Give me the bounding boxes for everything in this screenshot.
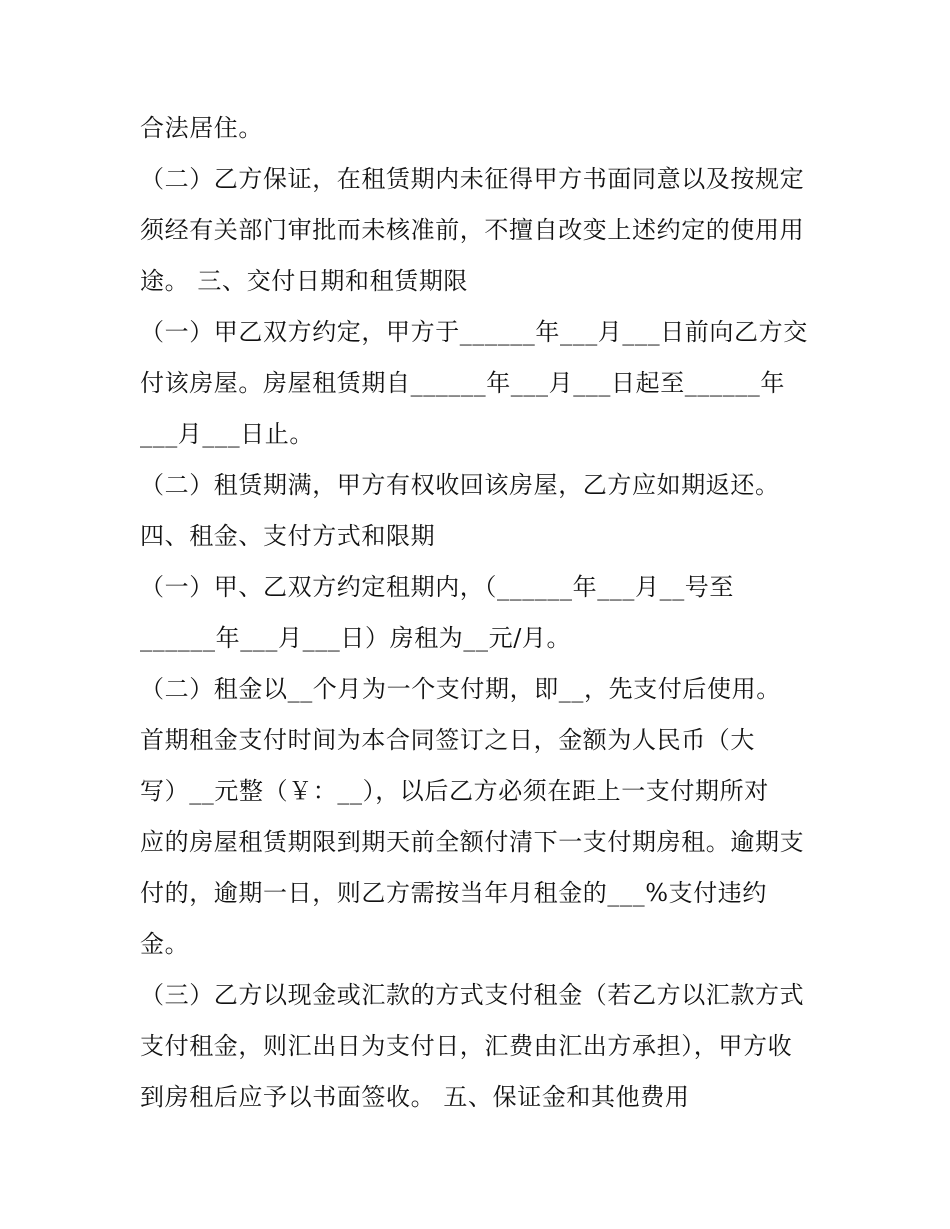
text-line: （三）乙方以现金或汇款的方式支付租金（若乙方以汇款方式: [140, 981, 805, 1009]
text-line: （一）甲乙双方约定，甲方于______年___月___日前向乙方交: [140, 318, 808, 346]
text-line: 到房租后应予以书面签收。 五、保证金和其他费用: [140, 1083, 690, 1111]
section-heading: 四、租金、支付方式和限期: [140, 522, 436, 550]
text-line: （二）乙方保证，在租赁期内未征得甲方书面同意以及按规定: [140, 165, 805, 193]
text-line: 途。 三、交付日期和租赁期限: [140, 267, 469, 295]
text-line: 写）__元整（￥：__），以后乙方必须在距上一支付期所对: [140, 777, 769, 805]
text-line: ______年___月___日）房租为__元/月。: [140, 624, 572, 652]
text-line: 首期租金支付时间为本合同签订之日，金额为人民币（大: [140, 726, 755, 754]
text-line: 支付租金，则汇出日为支付日，汇费由汇出方承担），甲方收: [140, 1032, 793, 1060]
text-line: （二）租赁期满，甲方有权收回该房屋，乙方应如期返还。: [140, 471, 780, 499]
text-line: 合法居住。: [140, 114, 263, 142]
text-line: 须经有关部门审批而未核准前，不擅自改变上述约定的使用用: [140, 216, 805, 244]
text-line: ___月___日止。: [140, 420, 314, 448]
text-line: 付的，逾期一日，则乙方需按当年月租金的___%支付违约: [140, 879, 768, 907]
text-line: 金。: [140, 930, 190, 958]
text-line: 应的房屋租赁期限到期天前全额付清下一支付期房租。逾期支: [140, 828, 805, 856]
text-line: （一）甲、乙双方约定租期内，（______年___月__号至: [140, 573, 734, 601]
text-line: 付该房屋。房屋租赁期自______年___月___日起至______年: [140, 369, 785, 397]
text-line: （二）租金以__个月为一个支付期，即__，先支付后使用。: [140, 675, 781, 703]
